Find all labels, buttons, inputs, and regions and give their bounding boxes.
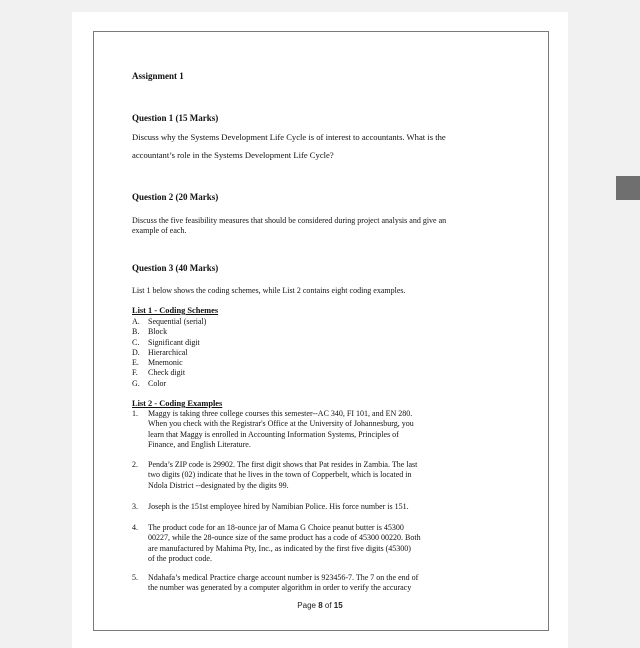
question-1-text-line-2: accountant’s role in the Systems Development Life Cycle? (132, 150, 334, 160)
list-2-item-line: When you check with the Registrar's Office at the University of Johannesburg, you (148, 419, 414, 429)
list-1-item (132, 348, 188, 358)
list-2-item-number: 5. (132, 573, 138, 582)
question-1-text-line-1: Discuss why the Systems Development Life Cycle is of interest to accountants. What is the (132, 132, 446, 142)
page-prefix: Page (297, 601, 319, 610)
list-2-item-line: are manufactured by Mahima Pty, Inc., as indicated by the first five digits (45300) (148, 543, 411, 553)
list-2-item-number: 4. (132, 523, 138, 532)
list-2-item-number: 1. (132, 409, 138, 418)
list-2-item-line: two digits (02) indicate that he lives in the town of Copperbelt, which is located in (148, 470, 412, 480)
list-1-item-letter: D. (132, 347, 140, 357)
list-1-title: List 1 - Coding Schemes (132, 306, 219, 315)
question-2-text-line-2: example of each. (132, 226, 187, 235)
list-1-item-label: Color (148, 378, 167, 388)
list-2-item-line: Finance, and English Literature. (148, 439, 251, 449)
list-1-item-letter: G. (132, 378, 140, 388)
question-1-heading: Question 1 (15 Marks) (132, 113, 219, 123)
list-2-item-number: 3. (132, 502, 138, 511)
list-2-item-line: Ndahafa’s medical Practice charge account number is 923456-7. The 7 on the end of (148, 573, 419, 582)
list-1-item-label: Check digit (148, 368, 186, 377)
list-2-title: List 2 - Coding Examples (132, 399, 223, 408)
list-1-item-label: Significant digit (148, 337, 200, 347)
list-2-item-line: Joseph is the 151st employee hired by Namibian Police. His force number is 151. (148, 502, 409, 511)
list-2-item-line: Ndola District --designated by the digits 99. (148, 480, 289, 490)
total-page-count: 15 (333, 601, 343, 610)
page-of: of (322, 601, 334, 610)
list-1-item-letter: E. (132, 358, 139, 367)
list-1-item (132, 317, 206, 327)
page-footer (0, 601, 640, 610)
list-1-item (132, 379, 166, 389)
list-2-item-line: learn that Maggy is enrolled in Accounting Information Systems, Principles of (148, 429, 399, 439)
list-1-item-letter: A. (132, 317, 140, 326)
question-3-intro: List 1 below shows the coding schemes, while List 2 contains eight coding examples. (132, 286, 406, 295)
list-1-item-label: Mnemonic (148, 358, 183, 367)
assignment-title: Assignment 1 (132, 71, 184, 81)
question-2-heading: Question 2 (20 Marks) (132, 192, 219, 202)
list-2-item-line: The product code for an 18-ounce jar of Mama G Choice peanut butter is 45300 (148, 523, 404, 532)
list-1-item (132, 368, 185, 378)
list-1-item-label: Block (148, 327, 168, 336)
list-2-item-line: Penda’s ZIP code is 29902. The first digit shows that Pat resides in Zambia. The last (148, 460, 418, 469)
list-2-item-number: 2. (132, 460, 138, 469)
current-page-number: 8 (318, 601, 323, 610)
list-1-item-label: Hierarchical (148, 347, 188, 357)
scroll-thumb[interactable] (616, 176, 640, 200)
list-1-item (132, 327, 167, 337)
list-2-item-line: Maggy is taking three college courses this semester--AC 340, FI 101, and EN 280. (148, 409, 413, 418)
list-2-item-line: the number was generated by a computer algorithm in order to verify the accuracy (148, 583, 412, 593)
question-2-text-line-1: Discuss the five feasibility measures that should be considered during project analysis and give an (132, 216, 447, 225)
question-3-heading: Question 3 (40 Marks) (132, 263, 219, 273)
list-1-item-label: Sequential (serial) (148, 317, 207, 326)
list-1-item-letter: B. (132, 327, 140, 336)
list-1-item-letter: F. (132, 368, 138, 377)
list-1-item (132, 358, 183, 368)
list-1-item (132, 338, 200, 348)
list-2-item-line: 00227, while the 28-ounce size of the same product has a code of 45300 00220. Both (148, 533, 421, 543)
list-1-item-letter: C. (132, 337, 140, 347)
list-2-item-line: of the product code. (148, 553, 212, 563)
